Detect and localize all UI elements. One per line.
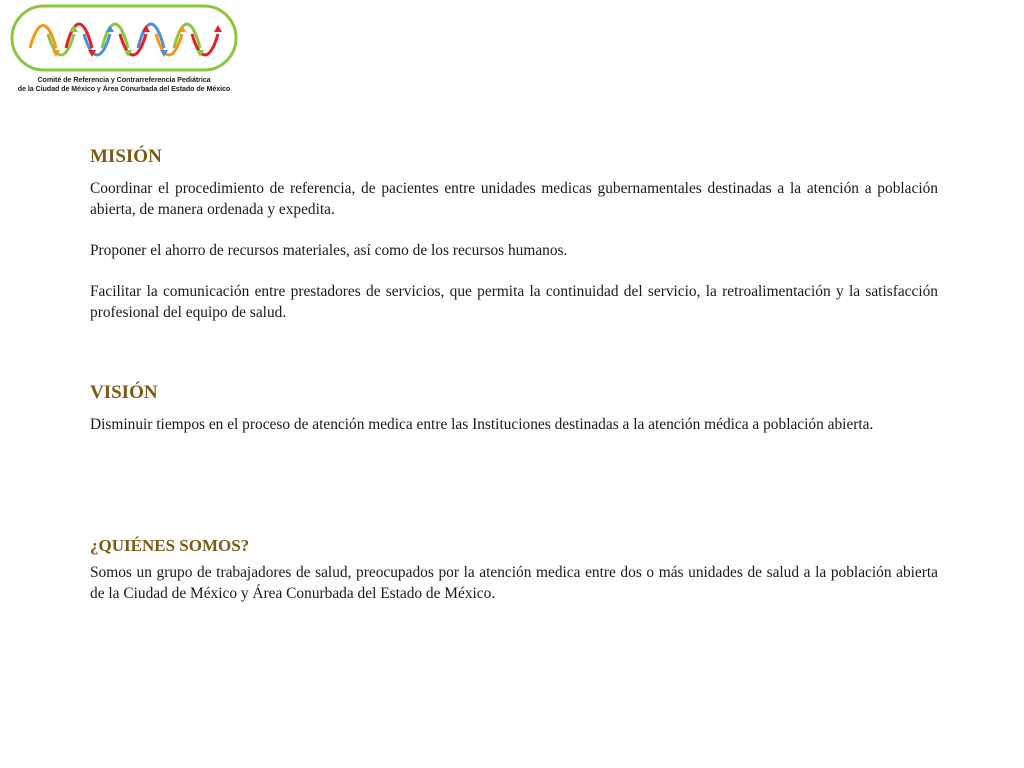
vision-heading: VISIÓN	[90, 382, 158, 403]
quienes-heading: ¿QUIÉNES SOMOS?	[90, 536, 250, 555]
logo-wave-icon	[8, 4, 240, 74]
mision-paragraph-1: Coordinar el procedimiento de referencia, de pacientes entre unidades medicas gubernamentales destinadas a la atención a población abierta, de manera ordenada y expedita.	[90, 180, 938, 218]
committee-logo	[8, 4, 240, 96]
mision-heading: MISIÓN	[90, 146, 162, 167]
logo-caption-line2: de la Ciudad de México y Área Conurbada del Estado de México	[17, 84, 231, 93]
mision-paragraph-2: Proponer el ahorro de recursos materiales, así como de los recursos humanos.	[90, 242, 568, 259]
vision-body	[90, 414, 938, 435]
quienes-paragraph: Somos un grupo de trabajadores de salud, preocupados por la atención medica entre dos o más unidades de salud a la población abierta de la Ciudad de México y Área Conurbada del Estado de México.	[90, 564, 938, 602]
mision-body	[90, 178, 938, 323]
logo-caption-line1: Comité de Referencia y Contrarreferencia Pediátrica	[37, 75, 211, 84]
mision-paragraph-3: Facilitar la comunicación entre prestadores de servicios, que permita la continuidad del servicio, la retroalimentación y la satisfacción profesional del equipo de salud.	[90, 283, 938, 321]
vision-paragraph: Disminuir tiempos en el proceso de atención medica entre las Instituciones destinadas a la atención médica a población abierta.	[90, 416, 874, 433]
quienes-body	[90, 562, 938, 604]
